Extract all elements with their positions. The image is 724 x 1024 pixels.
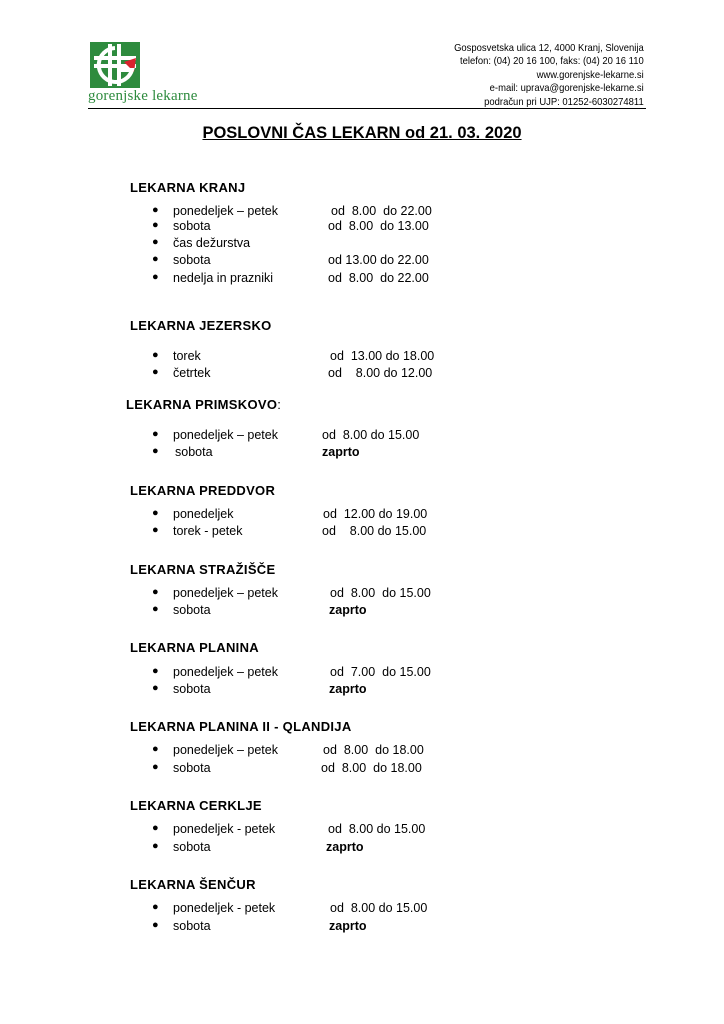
- bank-account: podračun pri UJP: 01252-6030274811: [484, 95, 644, 108]
- bullet-icon: ●: [152, 524, 159, 536]
- bullet-icon: ●: [152, 366, 159, 378]
- section-title-kranj: LEKARNA KRANJ: [130, 180, 246, 195]
- bullet-icon: ●: [152, 253, 159, 265]
- logo: [88, 40, 198, 106]
- bullet-icon: ●: [152, 743, 159, 755]
- phone-fax: telefon: (04) 20 16 100, faks: (04) 20 16 110: [460, 55, 644, 68]
- bullet-icon: ●: [152, 445, 159, 457]
- contact-block: [454, 42, 644, 109]
- section-title-strazisce: LEKARNA STRAŽIŠČE: [130, 562, 276, 577]
- bullet-icon: ●: [152, 919, 159, 931]
- bullet-icon: ●: [152, 603, 159, 615]
- bullet-icon: ●: [152, 428, 159, 440]
- section-title-planina-ii: LEKARNA PLANINA II - QLANDIJA: [130, 719, 352, 734]
- section-title-primskovo: LEKARNA PRIMSKOVO:: [126, 397, 282, 412]
- bullet-icon: ●: [152, 840, 159, 852]
- address: Gosposvetska ulica 12, 4000 Kranj, Slovenija: [454, 42, 644, 54]
- bullet-icon: ●: [152, 507, 159, 519]
- bullet-icon: ●: [152, 822, 159, 834]
- logo-text: gorenjske lekarne: [88, 88, 198, 104]
- bullet-icon: ●: [152, 761, 159, 773]
- bullet-icon: ●: [152, 219, 159, 231]
- header-divider: [88, 108, 646, 109]
- pharmacy-logo-icon: [90, 42, 140, 88]
- bullet-icon: ●: [152, 204, 159, 216]
- bullet-icon: ●: [152, 236, 159, 248]
- section-title-sencur: LEKARNA ŠENČUR: [130, 877, 256, 892]
- section-title-preddvor: LEKARNA PREDDVOR: [130, 483, 276, 498]
- section-title-jezersko: LEKARNA JEZERSKO: [130, 318, 272, 333]
- website-link[interactable]: www.gorenjske-lekarne.si: [536, 68, 644, 81]
- bullet-icon: ●: [152, 586, 159, 598]
- bullet-icon: ●: [152, 665, 159, 677]
- bullet-icon: ●: [152, 682, 159, 694]
- bullet-icon: ●: [152, 349, 159, 361]
- section-title-cerklje: LEKARNA CERKLJE: [130, 798, 262, 813]
- page-title: POSLOVNI ČAS LEKARN od 21. 03. 2020: [202, 124, 522, 142]
- email-link[interactable]: e-mail: uprava@gorenjske-lekarne.si: [489, 82, 644, 95]
- bullet-icon: ●: [152, 271, 159, 283]
- section-title-planina: LEKARNA PLANINA: [130, 640, 259, 655]
- bullet-icon: ●: [152, 901, 159, 913]
